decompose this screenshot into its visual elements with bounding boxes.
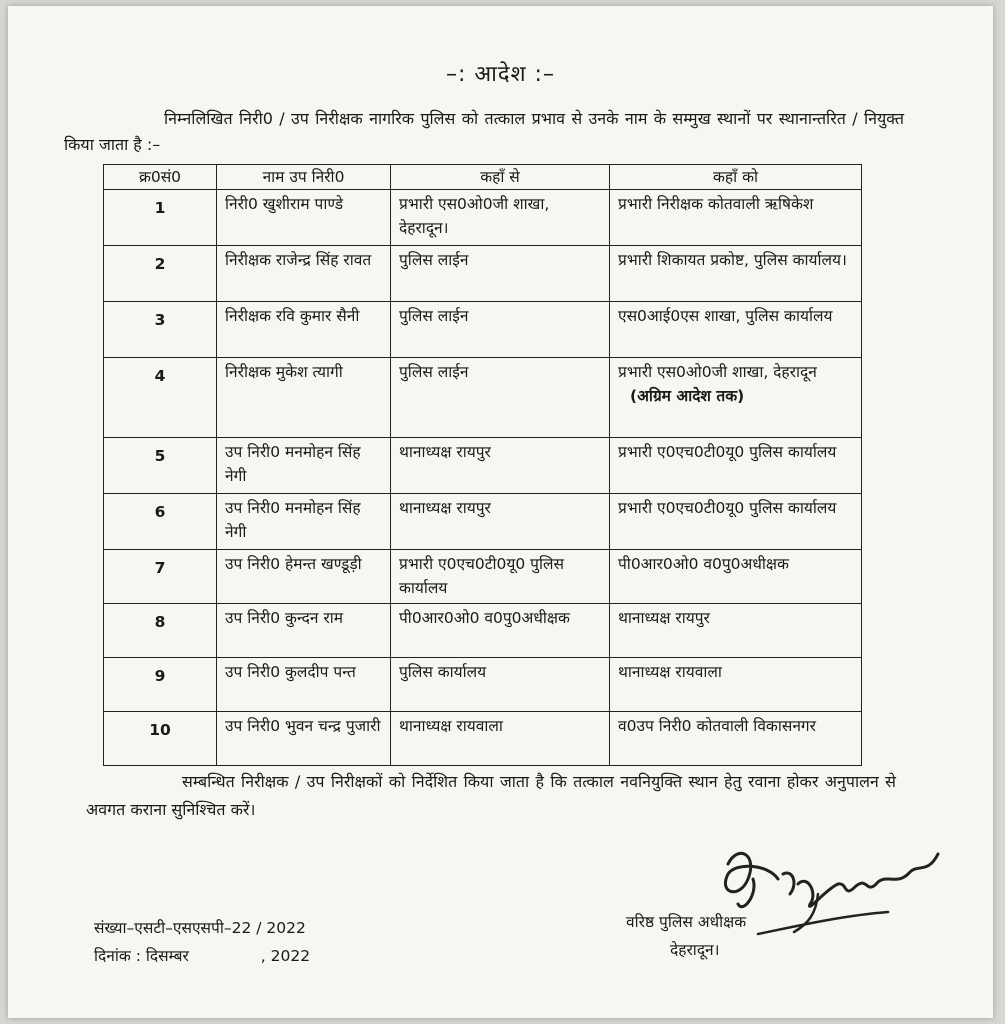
row-officer-name: उप निरी0 कुलदीप पन्त — [217, 658, 391, 712]
header-name: नाम उप निरी0 — [217, 165, 391, 190]
table-row — [104, 246, 862, 302]
row-serial: 1 — [104, 190, 217, 246]
order-title: –: आदेश :– — [446, 62, 555, 87]
row-to: प्रभारी ए0एच0टी0यू0 पुलिस कार्यालय — [610, 494, 862, 550]
row-serial: 6 — [104, 494, 217, 550]
row-from: पुलिस कार्यालय — [391, 658, 610, 712]
row-officer-name: निरीक्षक मुकेश त्यागी — [217, 358, 391, 438]
signatory-block — [626, 908, 746, 964]
row-to: प्रभारी एस0ओ0जी शाखा, देहरादून — [618, 363, 817, 381]
row-from: पी0आर0ओ0 व0पु0अधीक्षक — [391, 604, 610, 658]
row-from: पुलिस लाईन — [391, 246, 610, 302]
row-from: पुलिस लाईन — [391, 302, 610, 358]
instruction-paragraph: सम्बन्धित निरीक्षक / उप निरीक्षकों को निर्देशित किया जाता है कि तत्काल नवनियुक्ति स्थान हेतु रवाना होकर अनुपालन से अवगत कराना सुनिश्चित करें। — [86, 772, 896, 819]
row-to: पी0आर0ओ0 व0पु0अधीक्षक — [610, 550, 862, 604]
row-to-with-note — [610, 358, 862, 438]
reference-block — [94, 914, 310, 970]
row-officer-name: निरीक्षक रवि कुमार सैनी — [217, 302, 391, 358]
row-serial: 9 — [104, 658, 217, 712]
row-serial: 7 — [104, 550, 217, 604]
row-serial: 4 — [104, 358, 217, 438]
table-row — [104, 190, 862, 246]
row-to: थानाध्यक्ष रायवाला — [610, 658, 862, 712]
document-page — [8, 6, 993, 1018]
row-to: प्रभारी शिकायत प्रकोष्ट, पुलिस कार्यालय। — [610, 246, 862, 302]
row-officer-name: उप निरी0 मनमोहन सिंह नेगी — [217, 438, 391, 494]
row-officer-name: उप निरी0 हेमन्त खण्डूड़ी — [217, 550, 391, 604]
table-header-row — [104, 165, 862, 190]
row-serial: 8 — [104, 604, 217, 658]
row-from: थानाध्यक्ष रायपुर — [391, 438, 610, 494]
reference-date — [94, 942, 310, 970]
row-officer-name: निरी0 खुशीराम पाण्डे — [217, 190, 391, 246]
date-label: दिनांक : दिसम्बर — [94, 947, 189, 965]
row-serial: 10 — [104, 712, 217, 766]
row-from: प्रभारी ए0एच0टी0यू0 पुलिस कार्यालय — [391, 550, 610, 604]
row-officer-name: उप निरी0 भुवन चन्द्र पुजारी — [217, 712, 391, 766]
table-row — [104, 302, 862, 358]
table-row — [104, 494, 862, 550]
header-serial: क्र0सं0 — [104, 165, 217, 190]
row-serial: 3 — [104, 302, 217, 358]
row-to: थानाध्यक्ष रायपुर — [610, 604, 862, 658]
row-from: थानाध्यक्ष रायवाला — [391, 712, 610, 766]
row-officer-name: उप निरी0 कुन्दन राम — [217, 604, 391, 658]
signatory-place: देहरादून। — [670, 941, 720, 959]
row-to: प्रभारी ए0एच0टी0यू0 पुलिस कार्यालय — [610, 438, 862, 494]
row-officer-name: उप निरी0 मनमोहन सिंह नेगी — [217, 494, 391, 550]
row-to: एस0आई0एस शाखा, पुलिस कार्यालय — [610, 302, 862, 358]
row-to: प्रभारी निरीक्षक कोतवाली ऋषिकेश — [610, 190, 862, 246]
table-row — [104, 438, 862, 494]
reference-number: संख्या–एसटी–एसएसपी–22 / 2022 — [94, 919, 306, 937]
row-from: प्रभारी एस0ओ0जी शाखा, देहरादून। — [391, 190, 610, 246]
table-row — [104, 604, 862, 658]
table-row — [104, 658, 862, 712]
table-row — [104, 358, 862, 438]
transfer-table — [103, 164, 862, 766]
signatory-designation: वरिष्ठ पुलिस अधीक्षक — [626, 913, 747, 931]
header-to: कहाँ को — [610, 165, 862, 190]
row-note: (अग्रिम आदेश तक) — [630, 387, 745, 405]
table-row — [104, 550, 862, 604]
row-from: थानाध्यक्ष रायपुर — [391, 494, 610, 550]
date-year: , 2022 — [260, 947, 311, 965]
header-from: कहाँ से — [391, 165, 610, 190]
row-to: व0उप निरी0 कोतवाली विकासनगर — [610, 712, 862, 766]
table-row — [104, 712, 862, 766]
intro-paragraph: निम्नलिखित निरी0 / उप निरीक्षक नागरिक पुलिस को तत्काल प्रभाव से उनके नाम के सम्मुख स्थानों पर स्थानान्तरित / नियुक्त किया जाता है :– — [64, 109, 904, 154]
row-from: पुलिस लाईन — [391, 358, 610, 438]
row-serial: 5 — [104, 438, 217, 494]
row-officer-name: निरीक्षक राजेन्द्र सिंह रावत — [217, 246, 391, 302]
row-serial: 2 — [104, 246, 217, 302]
